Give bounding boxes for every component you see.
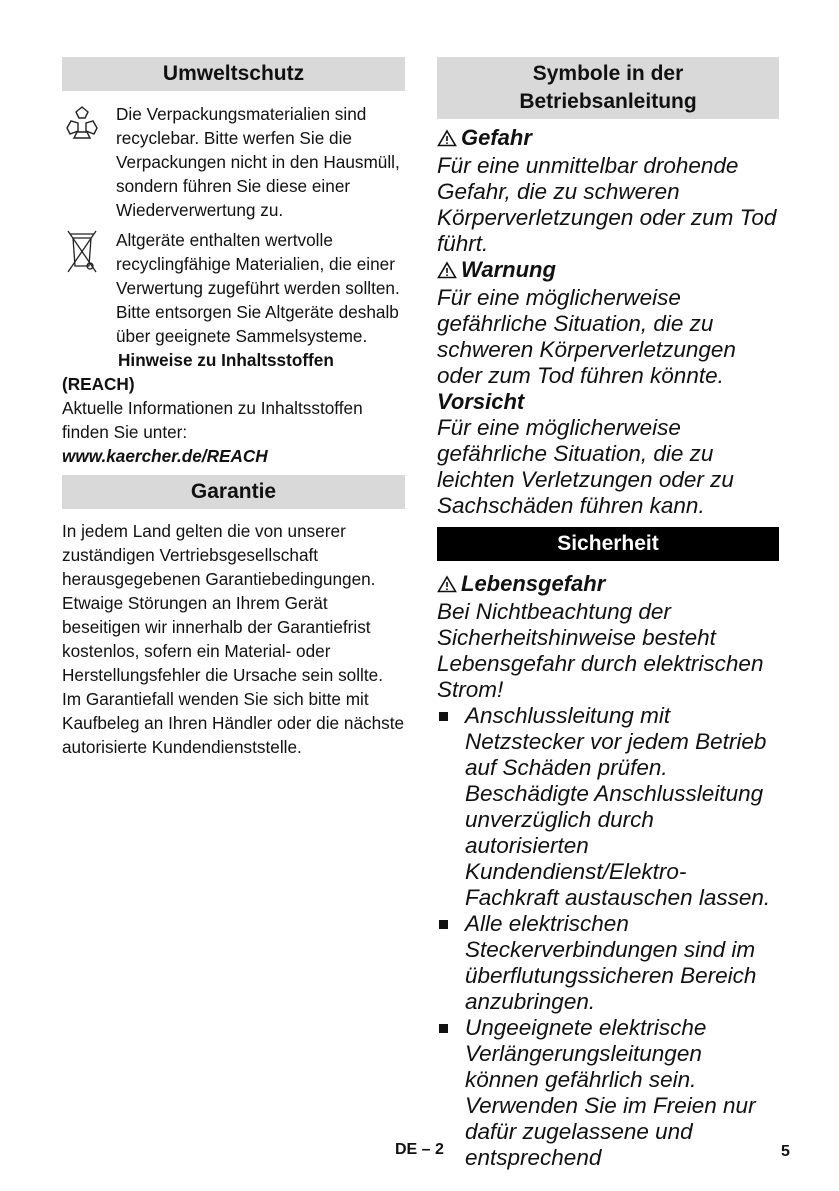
section-header-umweltschutz: Umweltschutz: [62, 57, 405, 91]
gefahr-text: Für eine unmittelbar drohende Gefahr, die zu schweren Körperverletzungen oder zum Tod führt.: [437, 153, 777, 256]
warning-triangle-icon: [437, 259, 457, 285]
square-bullet: [439, 1024, 448, 1033]
crossed-out-bin-icon: [62, 228, 116, 348]
warning-triangle-icon: [437, 573, 457, 599]
reach-text: Aktuelle Informationen zu Inhaltsstoffen finden Sie unter:: [62, 398, 363, 442]
page-label: DE – 2: [395, 1141, 444, 1158]
list-item: Ungeeignete elektrische Verlängerungsleitungen können gefährlich sein. Verwenden Sie im Freien nur dafür zugelassene und entsprechend: [437, 1015, 779, 1171]
page-number: 5: [781, 1143, 790, 1160]
warnung-text: Für eine möglicherweise gefährliche Situation, die zu schweren Körperverletzungen oder zum Tod führen könnte.: [437, 285, 736, 388]
recycle-text: Die Verpackungsmaterialien sind recyclebar. Bitte werfen Sie die Verpackungen nicht in den Hausmüll, sondern führen Sie diese einer Wiederverwertung zu.: [116, 104, 400, 220]
reach-heading: Hinweise zu Inhaltsstoffen: [118, 350, 334, 370]
square-bullet: [439, 712, 448, 721]
reach-link[interactable]: www.kaercher.de/REACH: [62, 446, 268, 466]
left-column: [62, 57, 405, 759]
disposal-notice: [62, 228, 405, 348]
safety-list: [437, 703, 779, 1171]
square-bullet: [439, 920, 448, 929]
warning-triangle-icon: [437, 127, 457, 153]
gefahr-heading: Gefahr: [437, 125, 779, 153]
symbol-gefahr: [437, 125, 779, 257]
section-header-sicherheit: Sicherheit: [437, 527, 779, 561]
list-item: Alle elektrischen Steckerverbindungen sind im überflutungssicheren Bereich anzubringen.: [437, 911, 779, 1015]
reach-block: [62, 348, 405, 468]
reach-heading-cont: (REACH): [62, 374, 135, 394]
warnung-heading: Warnung: [437, 257, 779, 285]
recycle-icon: [62, 102, 116, 222]
garantie-text: In jedem Land gelten die von unserer zuständigen Vertriebsgesellschaft herausgegebenen Garantiebedingungen. Etwaige Störungen an Ihrem Gerät beseitigen wir innerhalb der Garantiefrist kostenlos, sofern ein Material- oder Herstellungsfehler die Ursache sein sollte. Im Garantiefall wenden Sie sich bitte mit Kaufbeleg an Ihren Händler oder die nächste autorisierte Kundendienststelle.: [62, 521, 405, 757]
lebensgefahr-text: Bei Nichtbeachtung der Sicherheitshinweise besteht Lebensgefahr durch elektrischen Strom!: [437, 599, 764, 702]
vorsicht-heading: Vorsicht: [437, 389, 525, 414]
vorsicht-text: Für eine möglicherweise gefährliche Situation, die zu leichten Verletzungen oder zu Sachschäden führen kann.: [437, 415, 734, 518]
symbol-vorsicht: [437, 389, 779, 519]
lebensgefahr-heading: Lebensgefahr: [437, 571, 779, 599]
section-header-symbole: Symbole in der Betriebsanleitung: [437, 57, 779, 119]
list-item: Anschlussleitung mit Netzstecker vor jedem Betrieb auf Schäden prüfen. Beschädigte Anschlussleitung unverzüglich durch autorisierten Kundendienst/Elektro-Fachkraft austauschen lassen.: [437, 703, 779, 911]
disposal-text: Altgeräte enthalten wertvolle recyclingfähige Materialien, die einer Verwertung zugeführt werden sollten. Bitte entsorgen Sie Altgeräte deshalb über geeignete Sammelsysteme.: [116, 230, 400, 346]
section-header-garantie: Garantie: [62, 475, 405, 509]
right-column: [437, 57, 779, 1171]
recycle-notice: [62, 102, 405, 222]
symbol-warnung: [437, 257, 779, 389]
lebensgefahr-block: [437, 571, 779, 703]
